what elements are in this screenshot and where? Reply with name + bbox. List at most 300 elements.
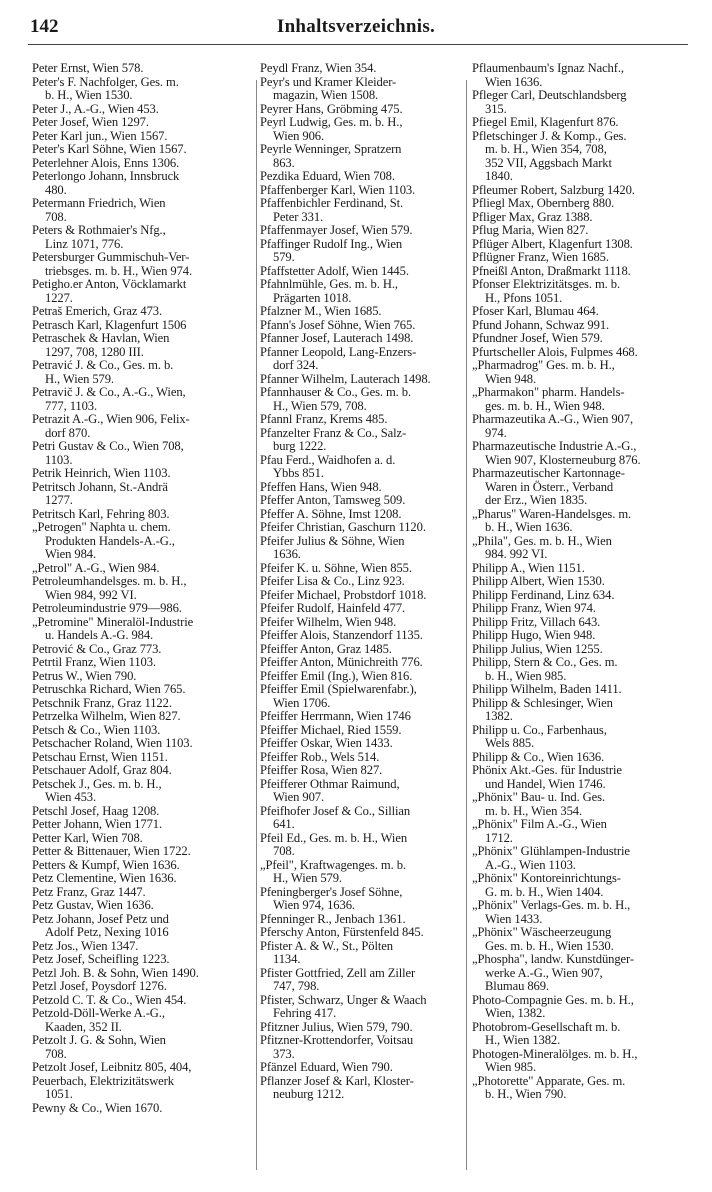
index-entry-line: „Phönix" Verlags-Ges. m. b. H., [472,898,631,912]
index-entry [472,791,698,818]
index-entry-line: Pfitzner-Krottendorfer, Voitsau [260,1033,414,1047]
index-entry [472,683,698,697]
index-entry [472,467,698,508]
index-entry-line: Peuerbach, Elektrizitätswerk [32,1073,174,1088]
index-entry-line: Peter's F. Nachfolger, Ges. m. [32,74,179,89]
index-entry [32,737,254,751]
index-entry-line: Petravič J. & Co., A.-G., Wien, [32,385,186,399]
index-entry-line: Petrzelka Wilhelm, Wien 827. [32,709,181,723]
index-entry-line: 352 VII, Aggsbach Markt [485,155,612,170]
index-entry [260,332,460,346]
index-entry-line: 747, 798. [273,979,320,993]
index-entry-line: Petters & Kumpf, Wien 1636. [32,857,180,872]
index-entry-line: Ges. m. b. H., Wien 1530. [485,938,614,953]
index-entry-line: Wien, 1382. [485,1006,546,1020]
index-entry [32,1007,254,1034]
index-entry-line: 708. [45,1046,67,1061]
index-entry [260,1075,460,1102]
index-entry [32,980,254,994]
index-entry-line: Wien 948. [485,371,537,386]
index-entry [472,535,698,562]
index-columns [0,62,712,1182]
index-entry-line: H., Wien 579. [45,371,114,386]
index-entry [472,440,698,467]
index-entry-line: Petraš Emerich, Graz 473. [32,304,163,318]
index-entry-line: Wien 984, 992 VI. [45,587,137,602]
page-number: 142 [30,16,59,37]
index-entry [472,184,698,198]
index-entry-line: Petrtil Franz, Wien 1103. [32,655,156,669]
index-entry-line: 1382. [485,709,513,723]
index-entry-line: Petravić J. & Co., Ges. m. b. [32,358,174,372]
index-entry-line: Peter J., A.-G., Wien 453. [32,101,159,116]
index-entry-line: H., Wien 579. [273,871,342,885]
index-entry [260,1034,460,1061]
index-entry-line: Peter Ernst, Wien 578. [32,62,144,75]
index-entry [472,224,698,238]
index-entry [260,629,460,643]
index-entry-line: Philipp Albert, Wien 1530. [472,574,605,588]
index-entry-line: „Pharmakon" pharm. Handels- [472,385,625,399]
index-entry-line: Philipp & Schlesinger, Wien [472,695,613,710]
index-entry [472,899,698,926]
index-entry [260,602,460,616]
index-entry-line: Pfeifer Michael, Probstdorf 1018. [260,587,427,602]
index-entry-line: 777, 1103. [45,398,98,413]
index-entry-line: Philipp Julius, Wien 1255. [472,641,603,656]
index-entry-line: Petz Franz, Graz 1447. [32,884,146,899]
index-entry-line: Pfeiffer Michael, Ried 1559. [260,722,402,737]
index-entry-line: neuburg 1212. [273,1087,345,1101]
index-entry-line: Wien 1636. [485,74,543,89]
index-entry-line: Pfister, Schwarz, Unger & Waach [260,992,427,1007]
index-entry-line: Petrik Heinrich, Wien 1103. [32,466,171,480]
index-entry [32,656,254,670]
index-entry-line: Pewny & Co., Wien 1670. [32,1100,163,1115]
index-entry-line: Pfeiffer Oskar, Wien 1433. [260,736,393,750]
index-entry-line: Pfahnlmühle, Ges. m. b. H., [260,277,398,291]
index-entry [32,845,254,859]
index-entry [260,737,460,751]
index-entry [32,872,254,886]
index-entry [260,170,460,184]
index-entry-line: b. H., Wien 1636. [485,520,573,534]
index-entry [472,238,698,252]
index-entry-line: Pflügner Franz, Wien 1685. [472,250,609,264]
index-entry-line: „Petrol" A.-G., Wien 984. [32,560,160,575]
index-entry-line: Photobrom-Gesellschaft m. b. [472,1019,621,1034]
index-entry-line: m. b. H., Wien 354, 708, [485,142,607,156]
index-entry [32,319,254,333]
index-entry-line: Adolf Petz, Nexing 1016 [45,925,169,939]
index-entry-line: Pfeifer Christian, Gaschurn 1120. [260,520,426,534]
index-entry [260,346,460,373]
index-entry-line: Pfänzel Eduard, Wien 790. [260,1060,393,1074]
index-entry [472,1021,698,1048]
index-column-2 [260,62,460,1102]
index-entry [472,751,698,765]
index-entry [32,305,254,319]
index-entry [32,143,254,157]
index-entry [472,116,698,130]
index-entry [260,265,460,279]
index-entry-line: Pfeifferer Othmar Raimund, [260,776,400,791]
index-entry [32,103,254,117]
index-entry [260,278,460,305]
index-entry-line: Wien 974, 1636. [273,898,355,912]
index-entry-line: magazin, Wien 1508. [273,88,379,102]
index-entry-line: Peyr's und Kramer Kleider- [260,74,397,89]
index-entry-line: Kaaden, 352 II. [45,1019,122,1034]
index-entry-line: Pfonser Elektrizitätsges. m. b. [472,277,620,291]
index-entry-line: H., Wien 1382. [485,1033,561,1047]
index-entry-line: Petter & Bittenauer, Wien 1722. [32,844,191,858]
index-entry-line: Petermann Friedrich, Wien [32,196,166,210]
index-entry [32,130,254,144]
index-entry-line: Pfeifer Julius & Söhne, Wien [260,533,405,548]
index-entry-line: Pfeifer K. u. Söhne, Wien 855. [260,560,412,575]
index-entry-line: Pfeil Ed., Ges. m. b. H., Wien [260,830,408,845]
index-entry [32,967,254,981]
index-entry-line: Petschacher Roland, Wien 1103. [32,736,193,750]
index-entry [260,562,460,576]
index-entry [32,116,254,130]
index-entry-line: Pfanner Wilhelm, Lauterach 1498. [260,371,431,386]
index-entry-line: Wien 1706. [273,695,331,710]
index-entry [472,656,698,683]
index-entry [472,386,698,413]
index-entry [260,1021,460,1035]
index-entry [260,197,460,224]
index-entry-line: dorf 870. [45,425,91,440]
index-entry [32,440,254,467]
index-entry-line: 708. [45,209,67,224]
index-entry [472,872,698,899]
index-entry-line: 708. [273,844,295,858]
index-entry [32,62,254,76]
index-entry [32,832,254,846]
index-entry-line: Pfaffinger Rudolf Ing., Wien [260,236,403,251]
index-entry-line: und Handel, Wien 1746. [485,776,606,791]
index-entry [472,89,698,116]
index-entry-line: Philipp Wilhelm, Baden 1411. [472,682,622,696]
index-entry [472,319,698,333]
index-entry [260,589,460,603]
index-entry [260,521,460,535]
index-entry-line: Peyrer Hans, Gröbming 475. [260,101,403,116]
index-entry [472,62,698,89]
index-entry [32,481,254,508]
index-entry [472,278,698,305]
index-entry-line: Petigho.er Anton, Vöcklamarkt [32,277,187,291]
index-entry-line: Pfund Johann, Schwaz 991. [472,317,610,332]
index-entry-line: „Phönix" Kontoreinrichtungs- [472,871,621,885]
index-entry-line: Peydl Franz, Wien 354. [260,62,377,75]
index-entry [32,602,254,616]
index-entry-line: Pfanner Josef, Lauterach 1498. [260,331,414,345]
index-entry-line: Petrović & Co., Graz 773. [32,641,162,656]
index-entry-line: Pflanzer Josef & Karl, Kloster- [260,1073,414,1088]
index-entry-line: 1636. [273,547,301,561]
index-entry-line: Pfeifhofer Josef & Co., Sillian [260,803,411,818]
index-entry-line: b. H., Wien 1530. [45,88,133,102]
index-entry-line: Pfliegl Max, Obernberg 880. [472,196,615,210]
index-entry [32,913,254,940]
index-entry [260,494,460,508]
index-entry-line: Pfaffstetter Adolf, Wien 1445. [260,263,409,278]
index-entry-line: Pfeffer Anton, Tamsweg 509. [260,493,406,507]
index-entry [260,481,460,495]
index-entry-line: der Erz., Wien 1835. [485,493,588,507]
index-entry-line: 863. [273,155,295,170]
index-entry [32,751,254,765]
index-entry-line: Pfeifer Wilhelm, Wien 948. [260,614,397,629]
index-entry [260,832,460,859]
index-entry [32,170,254,197]
index-entry [32,805,254,819]
index-entry [260,751,460,765]
index-entry-line: Pfeffer A. Söhne, Imst 1208. [260,506,402,521]
index-entry-line: Pfeffen Hans, Wien 948. [260,479,382,494]
index-entry [260,143,460,170]
index-entry-line: H., Pfons 1051. [485,290,563,305]
index-entry-line: „Phönix" Wäscheerzeugung [472,925,612,939]
index-entry-line: Photo-Compagnie Ges. m. b. H., [472,992,634,1007]
index-column-1 [32,62,254,1115]
index-entry-line: Photogen-Mineralölges. m. b. H., [472,1046,638,1061]
index-entry-line: b. H., Wien 985. [485,668,567,683]
index-entry-line: Pflüger Albert, Klagenfurt 1308. [472,236,633,251]
index-entry [32,1034,254,1061]
index-entry-line: Peterlongo Johann, Innsbruck [32,169,180,183]
index-entry [260,427,460,454]
index-entry [32,1102,254,1116]
index-entry-line: „Petromine" Mineralöl-Industrie [32,614,194,629]
index-entry-line: Pfanzelter Franz & Co., Salz- [260,425,407,440]
index-entry-line: 641. [273,817,295,831]
index-entry-line: Philipp Franz, Wien 974. [472,601,596,615]
index-entry-line: 1277. [45,493,73,507]
index-entry-line: Wien 907. [273,790,325,804]
index-entry-line: Petzl Josef, Poysdorf 1276. [32,979,167,993]
index-entry [32,940,254,954]
index-entry [32,670,254,684]
index-entry-line: Petraschek & Havlan, Wien [32,331,170,345]
index-entry-line: Pfannl Franz, Krems 485. [260,412,388,426]
index-entry [32,521,254,562]
index-entry [260,373,460,387]
index-entry-line: G. m. b. H., Wien 1404. [485,884,604,899]
index-entry-line: Pfiegel Emil, Klagenfurt 876. [472,115,619,129]
index-entry [260,454,460,481]
index-entry-line: Wels 885. [485,736,535,750]
index-entry-line: Pfletschinger J. & Komp., Ges. [472,128,627,143]
index-entry-line: Philipp, Stern & Co., Ges. m. [472,655,618,669]
index-entry [472,643,698,657]
header-rule [28,44,688,45]
index-entry-line: Petzolt J. G. & Sohn, Wien [32,1033,166,1047]
index-entry [32,467,254,481]
index-entry [260,886,460,913]
index-entry-line: Petz Jos., Wien 1347. [32,938,139,953]
index-entry-line: A.-G., Wien 1103. [485,857,576,872]
index-entry [260,103,460,117]
index-entry-line: dorf 324. [273,358,319,372]
index-entry [472,575,698,589]
index-entry-line: 974. [485,425,507,440]
index-entry-line: Pfurtscheller Alois, Fulpmes 468. [472,344,638,359]
index-entry [472,562,698,576]
index-entry-line: Waren in Österr., Verband [485,479,614,494]
index-entry [32,1061,254,1075]
index-entry [260,967,460,994]
index-entry [32,994,254,1008]
index-entry-line: Pfeifer Lisa & Co., Linz 923. [260,574,405,588]
index-entry-line: m. b. H., Wien 354. [485,803,583,818]
index-entry-line: Pfeiffer Emil (Ing.), Wien 816. [260,668,413,683]
index-entry-line: Fehring 417. [273,1006,337,1020]
index-entry-line: Petz Josef, Scheifling 1223. [32,952,170,966]
index-entry-line: Petroleumhandelsges. m. b. H., [32,574,187,588]
index-entry [260,670,460,684]
index-entry-line: Pezdika Eduard, Wien 708. [260,169,395,183]
index-entry [260,535,460,562]
index-entry-line: Pharmazeutischer Kartonnage- [472,466,625,480]
index-entry [32,643,254,657]
index-entry-line: Pfau Ferd., Waidhofen a. d. [260,452,396,467]
page-header [0,0,712,40]
index-entry-line: Philipp & Co., Wien 1636. [472,749,605,764]
index-entry-line: „Photorette" Apparate, Ges. m. [472,1073,626,1088]
index-entry-line: Pfannhauser & Co., Ges. m. b. [260,385,412,399]
index-entry-line: 984. 992 VI. [485,547,548,561]
index-entry-line: Linz 1071, 776. [45,236,124,251]
index-column-3 [472,62,698,1102]
index-entry-line: H., Wien 579, 708. [273,398,367,413]
index-entry [260,319,460,333]
index-entry [260,778,460,805]
index-entry-line: Petzl Joh. B. & Sohn, Wien 1490. [32,965,199,980]
index-entry [32,197,254,224]
index-entry [32,359,254,386]
index-entry [32,224,254,251]
index-entry-line: Peter 331. [273,209,324,224]
index-entry-line: Pferschy Anton, Fürstenfeld 845. [260,925,424,939]
index-entry-line: burg 1222. [273,439,327,453]
index-entry-line: Peterlehner Alois, Enns 1306. [32,155,180,170]
index-entry-line: Prägarten 1018. [273,290,352,305]
index-entry [32,859,254,873]
index-entry-line: Petzold C. T. & Co., Wien 454. [32,992,187,1007]
index-entry-line: Petschnik Franz, Graz 1122. [32,695,172,710]
index-entry-line: Pfalzner M., Wien 1685. [260,304,382,318]
index-entry-line: Pfeiffer Anton, Graz 1485. [260,641,392,656]
index-entry-line: Petzold-Döll-Werke A.-G., [32,1006,165,1020]
index-entry [32,386,254,413]
index-entry [260,683,460,710]
index-entry-line: Wien 984. [45,547,97,561]
index-entry [260,616,460,630]
index-entry-line: Petter Johann, Wien 1771. [32,817,163,831]
index-entry-line: „Phönix" Glühlampen-Industrie [472,844,630,858]
index-entry [260,116,460,143]
index-entry [32,575,254,602]
index-entry-line: werke A.-G., Wien 907, [485,965,603,980]
index-entry-line: Pfann's Josef Söhne, Wien 765. [260,317,416,332]
index-entry [260,62,460,76]
index-entry [32,818,254,832]
index-entry-line: „Pharmadrog" Ges. m. b. H., [472,358,615,372]
index-entry-line: Petzolt Josef, Leibnitz 805, 404, [32,1060,192,1074]
index-entry-line: „Phila", Ges. m. b. H., Wien [472,533,612,548]
index-entry-line: Pfenninger R., Jenbach 1361. [260,911,406,926]
index-entry-line: „Pfeil", Kraftwagenges. m. b. [260,857,406,872]
index-entry-line: Wien 1433. [485,911,543,926]
index-entry [260,184,460,198]
index-entry [472,926,698,953]
index-entry [472,629,698,643]
index-entry [260,940,460,967]
index-entry [260,913,460,927]
index-entry [32,953,254,967]
index-entry [32,764,254,778]
index-entry-line: 373. [273,1046,295,1061]
index-entry [32,724,254,738]
index-entry [32,616,254,643]
index-entry-line: Peter Karl jun., Wien 1567. [32,128,168,143]
index-entry-line: Pfeiffer Herrmann, Wien 1746 [260,709,411,723]
index-entry-line: „Petrogen" Naphta u. chem. [32,520,171,534]
index-entry-line: Petsch & Co., Wien 1103. [32,722,161,737]
index-entry-line: 579. [273,250,295,264]
index-entry [260,926,460,940]
index-entry [472,413,698,440]
index-entry-line: Philipp Fritz, Villach 643. [472,614,601,629]
index-entry [32,562,254,576]
index-entry [472,1075,698,1102]
index-entry-line: Pfeiffer Rob., Wels 514. [260,749,380,764]
index-entry [472,994,698,1021]
index-entry [32,886,254,900]
index-entry [472,332,698,346]
index-entry [472,953,698,994]
index-entry [472,197,698,211]
index-entry [472,764,698,791]
index-entry-line: triebsges. m. b. H., Wien 974. [45,263,193,278]
index-entry-line: Blumau 869. [485,979,549,993]
index-entry-line: Petroleumindustrie 979—986. [32,601,182,615]
index-entry-line: Pfister A. & W., St., Pölten [260,938,393,953]
index-entry [260,1061,460,1075]
index-entry-line: Peyrle Wenninger, Spratzern [260,142,402,156]
index-entry-line: Peyrl Ludwig, Ges. m. b. H., [260,115,403,129]
index-entry-line: Pfister Gottfried, Zell am Ziller [260,965,416,980]
index-entry-line: Wien 907, Klosterneuburg 876. [485,452,641,467]
index-entry [472,359,698,386]
index-entry [260,805,460,832]
index-entry-line: Pfleumer Robert, Salzburg 1420. [472,182,635,197]
index-entry [260,764,460,778]
index-entry [472,508,698,535]
index-entry [260,656,460,670]
index-entry-line: Pflug Maria, Wien 827. [472,223,589,237]
index-entry-line: Pfanner Leopold, Lang-Enzers- [260,344,417,359]
index-entry-line: „Phönix" Film A.-G., Wien [472,817,607,831]
index-entry-line: 1134. [273,952,301,966]
index-entry [472,724,698,751]
index-entry-line: Philipp Hugo, Wien 948. [472,628,596,642]
index-entry-line: Pharmazeutische Industrie A.-G., [472,439,637,453]
